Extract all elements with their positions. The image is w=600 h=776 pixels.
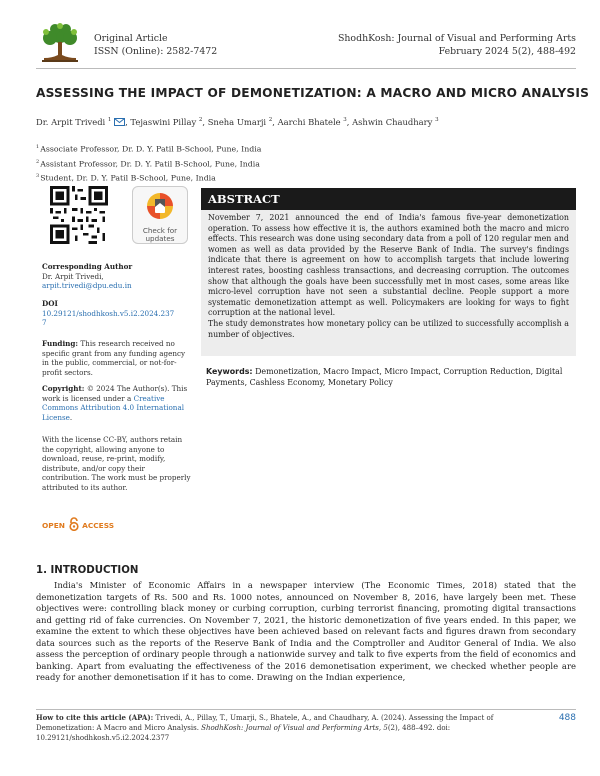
issn: ISSN (Online): 2582-7472 bbox=[94, 46, 218, 57]
corresponding-author-label: Corresponding Author bbox=[42, 262, 133, 271]
journal-logo-tree-icon bbox=[36, 22, 84, 64]
keywords-text: Demonetization, Macro Impact, Micro Impact, Corruption Reduction, Digital Payments, Cashless Economy, Monetary Policy bbox=[206, 367, 563, 387]
header-divider bbox=[36, 68, 576, 69]
cc-license-note: With the license CC-BY, authors retain the copyright, allowing anyone to download, reuse, re-print, modify, distribute, and/or copy their contribution. The work must be properly attributed to its author. bbox=[42, 435, 191, 492]
abstract-heading: ABSTRACT bbox=[201, 188, 576, 210]
affiliation-item: $^2$Assistant Professor, Dr. D. Y. Patil B-School, Pune, India bbox=[36, 158, 260, 169]
copyright-text: © 2024 The Author(s). This work is licensed under a bbox=[42, 384, 188, 403]
check-for-updates-icon bbox=[145, 191, 175, 221]
page-header bbox=[36, 22, 576, 62]
cite-label: How to cite this article (APA): bbox=[36, 713, 154, 722]
corresponding-author-block bbox=[42, 262, 194, 291]
corresponding-email-link[interactable]: arpit.trivedi@dpu.edu.in bbox=[42, 281, 132, 291]
author-affil-sup: 2 bbox=[268, 117, 273, 124]
doi-label: DOI bbox=[42, 299, 58, 308]
cite-end: (2), 488–492. doi: 10.29121/shodhkosh.v5.i2.2024.2377 bbox=[36, 724, 451, 742]
doi-block bbox=[42, 299, 194, 328]
cite-journal: ShodhKosh: Journal of Visual and Performing Arts, 5 bbox=[201, 724, 388, 732]
page-number: 488 bbox=[558, 713, 576, 723]
affiliation-list bbox=[36, 141, 261, 185]
keywords-label: Keywords: bbox=[206, 367, 253, 376]
author-name[interactable]: Ashwin Chaudhary bbox=[352, 117, 433, 127]
check-for-updates-button[interactable] bbox=[132, 186, 188, 244]
affiliation-item: $^3$Student, Dr. D. Y. Patil B-School, Pune, India bbox=[36, 173, 216, 183]
author-affil-sup: 3 bbox=[435, 117, 439, 124]
affiliation-item: $^1$Associate Professor, Dr. D. Y. Patil B-School, Pune, India bbox=[36, 144, 262, 154]
section-heading-introduction: 1. INTRODUCTION bbox=[36, 565, 139, 576]
corresponding-author-name: Dr. Arpit Trivedi, bbox=[42, 271, 104, 281]
author-affil-sup: 1 bbox=[107, 117, 112, 124]
introduction-paragraph: India's Minister of Economic Affairs in a newspaper interview (The Economic Times, 2018) stated that the demonetization targets of Rs. 500 and Rs. 1000 notes, announced on November 8, 2016, have largely been met. These objectives were: controlling black money or curbing corruption, curbing terrorist financing, promoting digital transactions and getting rid of fake currencies. On November 7, 2021, the historic demonetization of five years ended. In this paper, we examine the extent to which these objectives have been achieved based on relevant facts and figures drawn from secondary data sources such as the reports of the Reserve Bank of India and the Comptroller and Auditor General of India. We also assess the perception of ordinary people through a nationwide survey and talk to five experts from the field of economics and banking. Apart from evaluating the effectiveness of the 2016 demonetisation experiment, we checked whether people are ready for another demonetisation if it has to come. Drawing on the Indian experience, bbox=[36, 580, 576, 682]
header-right bbox=[338, 32, 576, 58]
article-type: Original Article bbox=[94, 33, 168, 44]
open-access-lock-icon bbox=[68, 517, 80, 531]
open-access-badge: OPEN ACCESS bbox=[42, 517, 114, 531]
cite-text: Trivedi, A., Pillay, T., Umarji, S., Bhatele, A., and Chaudhary, A. (2024). Assessing the Impact of Demonetization: A Macro and Micro Analysis. bbox=[36, 714, 494, 732]
abstract-paragraph: The study demonstrates how monetary policy can be utilized to successfully accomplish a number of objectives. bbox=[208, 318, 569, 339]
journal-name: ShodhKosh: Journal of Visual and Performing Arts bbox=[337, 33, 576, 44]
keywords-block bbox=[206, 366, 576, 388]
doi-link[interactable]: 10.29121/shodhkosh.v5.i2.2024.237 7 bbox=[42, 308, 175, 328]
abstract-paragraph: November 7, 2021 announced the end of India's famous five-year demonetization operation. To assess how effective it is, the authors examined both the macro and micro effects. This research was done using secondary data from a poll of 120 regular men and women as well as data provided by the Reserve Bank of India. The survey's findings indicate that there is agreement on how to accomplish targets that include lowering interest rates, boosting cashless transactions, and decreasing corruption. The outcomes show that although the goals have been successfully met in most cases, some areas like micro-level corruption have not seen a substantial decline. People support a more systematic demonetization attempt as well. Policymakers are looking for ways to fight corruption at the national level. bbox=[208, 213, 569, 318]
issue-info: February 2024 5(2), 488-492 bbox=[438, 46, 576, 57]
author-affil-sup: 2 bbox=[198, 117, 203, 124]
license-link[interactable]: Creative Commons Attribution 4.0 International License bbox=[42, 393, 185, 422]
check-for-updates-label: Check for updates bbox=[142, 226, 178, 243]
copyright-block: Copyright: © 2024 The Author(s). This work is licensed under a Creative Commons Attribution 4.0 International License. bbox=[42, 384, 188, 422]
funding-text: This research received no specific grant from any funding agency in the public, commercial, or not-for-profit sectors. bbox=[42, 339, 186, 377]
author-name[interactable]: Sneha Umarji bbox=[207, 117, 267, 127]
author-list: Dr. Arpit Trivedi $^1$ , Tejaswini Pillay $^2$, Sneha Umarji $^2$, Aarchi Bhatele $^3$, Ashwin Chaudhary $^3$ bbox=[36, 117, 439, 127]
header-left bbox=[94, 32, 217, 58]
author-name[interactable]: Tejaswini Pillay bbox=[130, 117, 197, 127]
abstract-box bbox=[201, 210, 576, 356]
author-name[interactable]: Dr. Arpit Trivedi bbox=[36, 117, 106, 127]
qr-code-icon[interactable] bbox=[50, 186, 108, 244]
copyright-label: Copyright: bbox=[42, 384, 85, 393]
paper-title: ASSESSING THE IMPACT OF DEMONETIZATION: A MACRO AND MICRO ANALYSIS bbox=[36, 86, 590, 100]
funding-block bbox=[42, 339, 194, 377]
footer-divider bbox=[36, 709, 576, 710]
author-name[interactable]: Aarchi Bhatele bbox=[277, 117, 341, 127]
author-affil-sup: 3 bbox=[343, 117, 347, 124]
funding-label: Funding: bbox=[42, 339, 79, 348]
email-icon[interactable] bbox=[114, 118, 125, 126]
citation-footer bbox=[36, 713, 506, 743]
